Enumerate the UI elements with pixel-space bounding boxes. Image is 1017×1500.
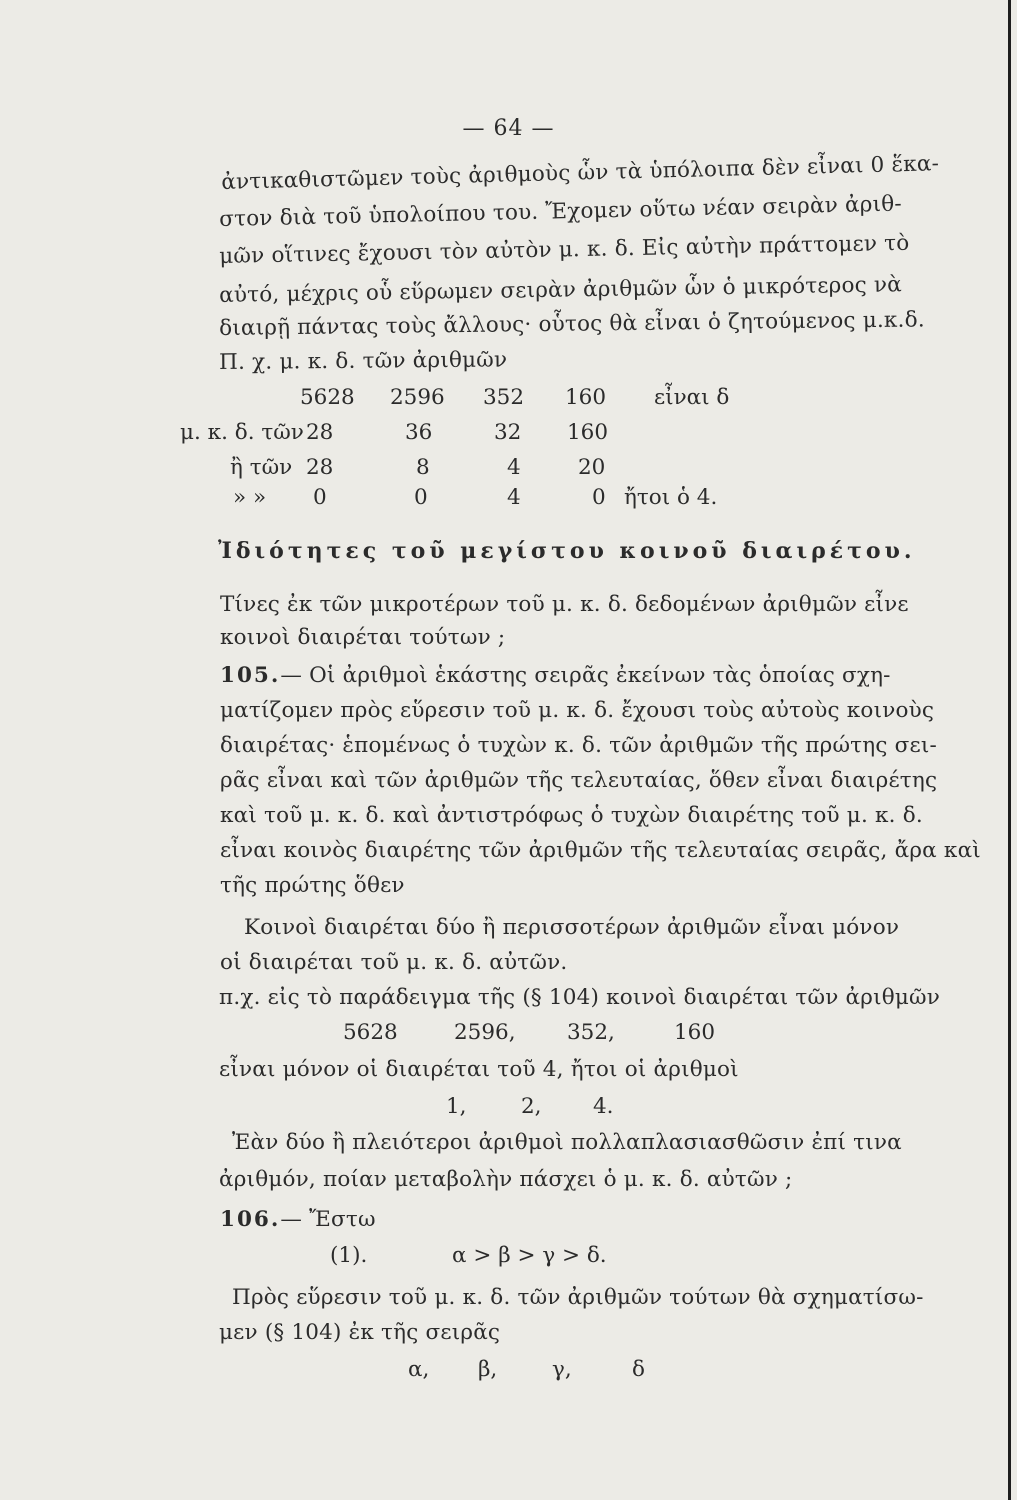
text-line: τῆς πρώτης ὅθεν (220, 873, 405, 898)
table-cell: 8 (416, 455, 430, 480)
table-note: ἤτοι ὁ 4. (624, 485, 718, 510)
row-label: ἢ τῶν (230, 455, 293, 480)
table-cell: 36 (405, 420, 433, 445)
rule-line: Κοινοὶ διαιρέται δύο ἢ περισσοτέρων ἀριθμῶν εἶναι μόνον (244, 915, 900, 940)
section-number: 105. (220, 663, 281, 688)
table-cell: 20 (578, 455, 606, 480)
divisor: 4. (593, 1094, 614, 1119)
question-line: κοινοὶ διαιρέται τούτων ; (220, 625, 506, 650)
number: 2596, (454, 1020, 516, 1045)
question2-line: ἀριθμόν, ποίαν μεταβολὴν πάσχει ὁ μ. κ. δ. αὐτῶν ; (219, 1167, 793, 1192)
table-cell: 32 (494, 420, 522, 445)
question2-line: Ἐὰν δύο ἢ πλειότεροι ἀριθμοὶ πολλαπλασιασθῶσιν ἐπί τινα (232, 1130, 902, 1155)
table-cell: 0 (313, 485, 327, 510)
table-note: εἶναι δ (654, 385, 730, 410)
table-cell: 28 (306, 455, 334, 480)
section-number: 106. (220, 1207, 281, 1232)
section-105-first-line (220, 663, 891, 688)
text-line: μεν (§ 104) ἐκ τῆς σειρᾶς (219, 1320, 501, 1345)
section-106-text: — Ἔστω (280, 1207, 376, 1232)
page-edge (1008, 0, 1011, 1500)
text-line: στον διὰ τοῦ ὑπολοίπου του. Ἔχομεν οὕτω νέαν σειρὰν ἀριθ- (219, 191, 903, 232)
text-line: αὐτό, μέχρις οὗ εὕρωμεν σειρὰν ἀριθμῶν ὧν ὁ μικρότερος νὰ (219, 272, 903, 308)
series-item: α, (408, 1357, 430, 1382)
divisor: 2, (521, 1094, 542, 1119)
table-cell: 5628 (300, 385, 355, 410)
text-line: διαιρῇ πάντας τοὺς ἄλλους· οὗτος θὰ εἶναι ὁ ζητούμενος μ.κ.δ. (219, 307, 925, 341)
text-line: ρᾶς εἶναι καὶ τῶν ἀριθμῶν τῆς τελευταίας, ὅθεν εἶναι διαιρέτης (220, 768, 938, 793)
text-line: ματίζομεν πρὸς εὕρεσιν τοῦ μ. κ. δ. ἔχουσι τοὺς αὐτοὺς κοινοὺς (220, 698, 935, 723)
page-number: — 64 — (462, 116, 555, 141)
series-item: γ, (552, 1357, 572, 1382)
table-cell: 4 (507, 455, 521, 480)
divisor: 1, (446, 1094, 467, 1119)
text-line: μῶν οἵτινες ἔχουσι τὸν αὐτὸν μ. κ. δ. Εἰς αὐτὴν πράττομεν τὸ (219, 230, 910, 269)
equation-label: (1). (330, 1243, 368, 1268)
table-cell: 160 (565, 385, 607, 410)
question-line: Τίνες ἐκ τῶν μικροτέρων τοῦ μ. κ. δ. δεδομένων ἀριθμῶν εἶνε (220, 592, 909, 617)
example-line: π.χ. εἰς τὸ παράδειγμα τῆς (§ 104) κοινοὶ διαιρέται τῶν ἀριθμῶν (219, 985, 941, 1010)
result-line: εἶναι μόνον οἱ διαιρέται τοῦ 4, ἤτοι οἱ ἀριθμοὶ (219, 1057, 739, 1082)
table-cell: 352 (483, 385, 525, 410)
series-item: β, (478, 1357, 498, 1382)
text-line: ἀντικαθιστῶμεν τοὺς ἀριθμοὺς ὧν τὰ ὑπόλοιπα δὲν εἶναι 0 ἕκα- (221, 151, 940, 195)
rule-line: οἱ διαιρέται τοῦ μ. κ. δ. αὐτῶν. (220, 950, 568, 975)
number: 5628 (343, 1020, 398, 1045)
row-label: μ. κ. δ. τῶν (180, 420, 304, 445)
table-cell: 28 (306, 420, 334, 445)
number: 160 (674, 1020, 716, 1045)
text-line: Πρὸς εὕρεσιν τοῦ μ. κ. δ. τῶν ἀριθμῶν τούτων θὰ σχηματίσω- (232, 1285, 924, 1310)
text-line: καὶ τοῦ μ. κ. δ. καὶ ἀντιστρόφως ὁ τυχὼν διαιρέτης τοῦ μ. κ. δ. (220, 803, 923, 828)
row-label: » » (233, 485, 267, 510)
series-item: δ (632, 1357, 645, 1382)
table-cell: 160 (567, 420, 609, 445)
section-heading: Ἰδιότητες τοῦ μεγίστου κοινοῦ διαιρέτου. (218, 538, 916, 564)
inequality: α > β > γ > δ. (452, 1243, 607, 1268)
section-106 (220, 1207, 376, 1232)
text-line: — Οἱ ἀριθμοὶ ἑκάστης σειρᾶς ἐκείνων τὰς ὁποίας σχη- (280, 663, 891, 688)
text-line: διαιρέτας· ἑπομένως ὁ τυχὼν κ. δ. τῶν ἀριθμῶν τῆς πρώτης σει- (220, 733, 937, 758)
text-line: εἶναι κοινὸς διαιρέτης τῶν ἀριθμῶν τῆς τελευταίας σειρᾶς, ἄρα καὶ (220, 838, 981, 863)
number: 352, (567, 1020, 615, 1045)
table-cell: 0 (414, 485, 428, 510)
table-cell: 4 (507, 485, 521, 510)
table-cell: 2596 (390, 385, 445, 410)
table-cell: 0 (592, 485, 606, 510)
text-line: Π. χ. μ. κ. δ. τῶν ἀριθμῶν (219, 347, 508, 375)
